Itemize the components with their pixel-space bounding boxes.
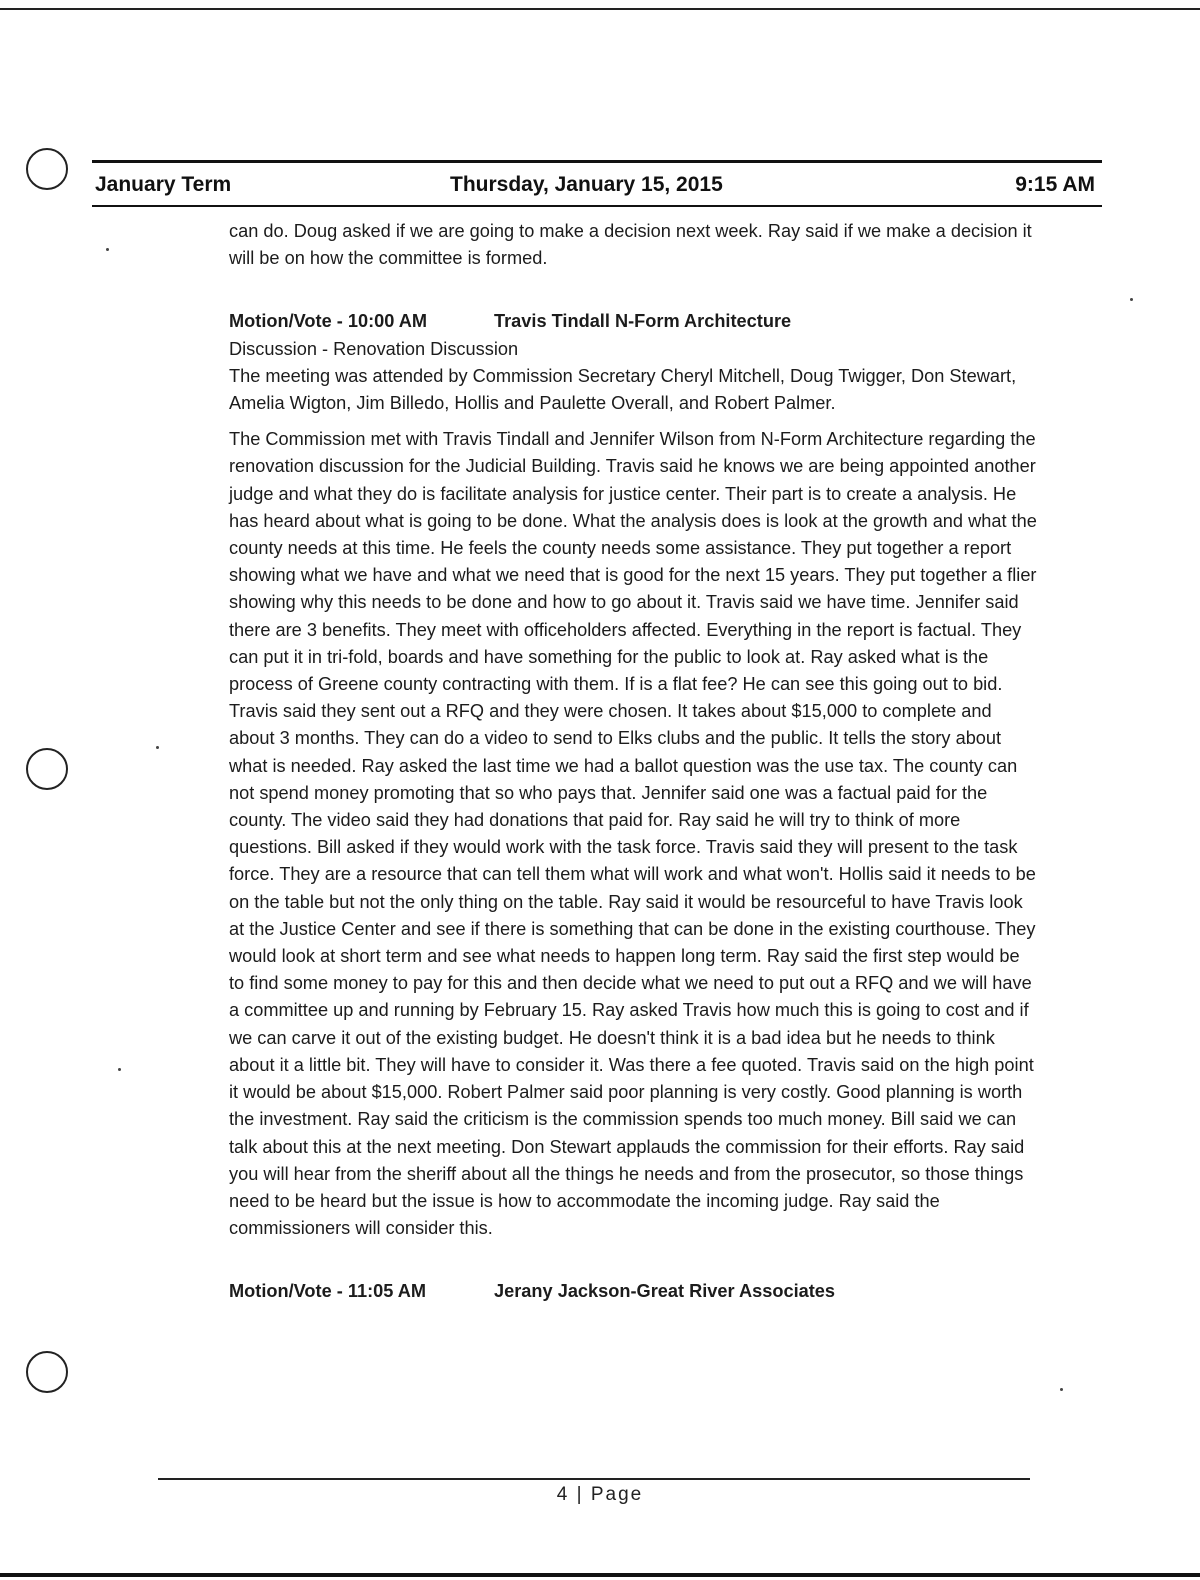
page-number: 4 | Page xyxy=(556,1484,644,1505)
motion-line-2 xyxy=(229,1278,1039,1305)
scan-speck xyxy=(1060,1388,1063,1391)
header-rule-bottom xyxy=(92,205,1102,207)
motion-label-1: Motion/Vote - 10:00 AM xyxy=(229,311,428,332)
attendance-paragraph: The meeting was attended by Commission Secretary Cheryl Mitchell, Doug Twigger, Don Stewart, Amelia Wigton, Jim Billedo, Hollis and Paulette Overall, and Robert Palmer. xyxy=(229,365,1017,414)
header-term: January Term xyxy=(95,173,232,196)
scan-speck xyxy=(106,248,109,251)
discussion-line: Discussion - Renovation Discussion xyxy=(229,338,519,359)
header-rule-top xyxy=(92,160,1102,163)
motion-title-2: Jerany Jackson-Great River Associates xyxy=(494,1281,836,1302)
scan-edge-top xyxy=(0,8,1200,10)
punch-hole-top xyxy=(26,148,68,190)
header-date: Thursday, January 15, 2015 xyxy=(450,173,723,196)
scan-edge-bottom xyxy=(0,1573,1200,1577)
header-time: 9:15 AM xyxy=(1015,173,1095,196)
document-body xyxy=(229,218,1039,1306)
footer-rule xyxy=(158,1478,1030,1480)
motion-title-1: Travis Tindall N-Form Architecture xyxy=(494,311,792,332)
scan-speck xyxy=(1130,298,1133,301)
scan-speck xyxy=(156,746,159,749)
punch-hole-bottom xyxy=(26,1351,68,1393)
motion-line-1 xyxy=(229,308,1039,335)
continuation-paragraph: can do. Doug asked if we are going to make a decision next week. Ray said if we make a decision it will be on how the committee is formed. xyxy=(229,221,1032,269)
punch-hole-middle xyxy=(26,748,68,790)
scan-speck xyxy=(118,1068,121,1071)
minutes-paragraph: The Commission met with Travis Tindall and Jennifer Wilson from N-Form Architecture regarding the renovation discussion for the Judicial Building. Travis said he knows we are being appointed another judge and what they do is facilitate analysis for justice center. Their part is to create a analysis. He has heard about what is going to be done. What the analysis does is look at the growth and what the county needs at this time. He feels the county needs some assistance. They put together a report showing what we have and what we need that is good for the next 15 years. They put together a flier showing why this needs to be done and how to go about it. Travis said we have time. Jennifer said there are 3 benefits. They meet with officeholders affected. Everything in the report is factual. They can put it in tri-fold, boards and have something for the public to look at. Ray asked what is the process of Greene county contracting with them. If is a flat fee? He can see this going out to bid. Travis said they sent out a RFQ and they were chosen. It takes about $15,000 to complete and about 3 months. They can do a video to send to Elks clubs and the public. It tells the story about what is needed. Ray asked the last time we had a ballot question was the use tax. The county can not spend money promoting that so who pays that. Jennifer said one was a factual paid for the county. The video said they had donations that paid for. Ray said he will try to think of more questions. Bill asked if they would work with the task force. Travis said they will present to the task force. They are a resource that can tell them what will work and what won't. Hollis said it needs to be on the table but not the only thing on the table. Ray said it would be resourceful to have Travis look at the Justice Center and see if there is something that can be done in the existing courthouse. They would look at short term and see what needs to happen long term. Ray said the first step would be to find some money to pay for this and then decide what we need to put out a RFQ and we will have a committee up and running by February 15. Ray asked Travis how much this is going to cost and if we can carve it out of the existing budget. He doesn't think it is a bad idea but he needs to think about it a little bit. They will have to consider it. Was there a fee quoted. Travis said on the high point it would be about $15,000. Robert Palmer said poor planning is very costly. Good planning is worth the investment. Ray said the criticism is the commission spends too much money. Bill said we can talk about this at the next meeting. Don Stewart applauds the commission for their efforts. Ray said you will hear from the sheriff about all the things he needs and from the prosecutor, so those things need to be heard but the issue is how to accommodate the incoming judge. Ray said the commissioners will consider this. xyxy=(229,429,1037,1239)
motion-label-2: Motion/Vote - 11:05 AM xyxy=(229,1281,427,1302)
